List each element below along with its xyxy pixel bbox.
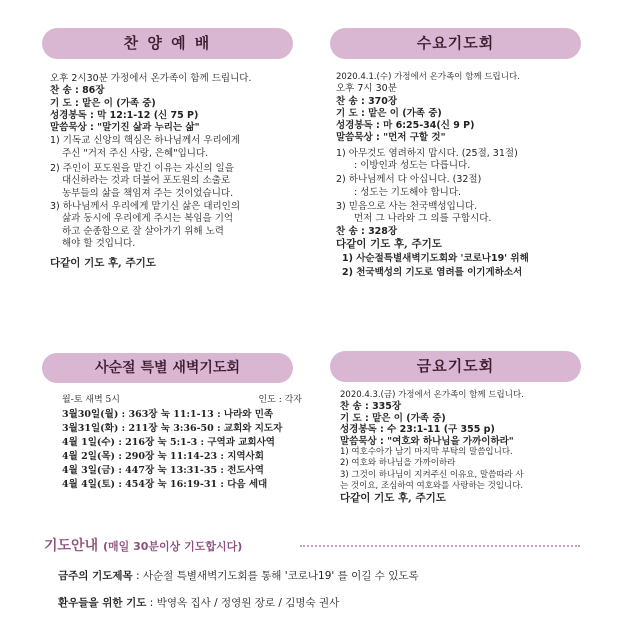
dawn-schedule: 월-토 새벽 5시 [62,395,120,405]
prayer-guide-heading: 기도안내 [44,538,99,554]
friday-date: 2020.4.3.(금) 가정에서 온가족이 함께 드립니다. [340,390,524,400]
friday-prayer-section [340,390,602,504]
sunday-worship-section [50,73,312,269]
wednesday-point-2 [336,174,596,199]
dawn-schedule-row: 3월31일(화) : 211장 눅 3:36-50 : 교회와 지도자 [62,423,283,435]
wednesday-point-2-line: : 성도는 기도해야 합니다. [354,186,462,198]
wednesday-point-1 [336,148,596,173]
friday-closing: 다같이 기도 후, 주기도 [340,491,446,504]
sunday-point-3-line: 해야 할 것입니다. [62,237,136,249]
friday-point-3: 3) 그것이 하나님이 지켜주신 이유요, 말씀따라 사 [340,469,524,480]
dawn-prayer-section [62,394,312,492]
prayer-guide-subtitle: (매일 30분이상 기도합시다) [102,540,243,553]
wednesday-point-3 [336,201,596,226]
friday-prayer-header: 금요기도회 [330,351,581,382]
sunday-point-1-line: 주신 "거저 주신 사랑, 은혜"입니다. [62,147,209,159]
wednesday-closing: 다같이 기도 후, 주기도 [336,237,442,250]
dawn-schedule-row: 3월30일(월) : 363장 눅 11:1-13 : 나라와 민족 [62,409,274,421]
friday-sermon: 말씀묵상 : "여호와 하나님을 가까이하라" [340,435,514,447]
sunday-hymn: 찬 송 : 86장 [50,85,105,97]
wednesday-prayer-item-1: 1) 사순절특별새벽기도회와 '코로나19' 위해 [342,253,529,265]
dawn-prayer-meta [62,394,312,406]
dawn-schedule-row: 4월 4일(토) : 454장 눅 16:19-31 : 다음 세대 [62,479,268,491]
patients-prayer-label: 환우들을 위한 기도 [58,597,147,609]
sunday-point-3-line: 3) 하나님께서 우리에게 맡기신 삶은 대리인의 [50,200,241,212]
sunday-prayer: 기 도 : 맡은 이 (가족 중) [50,97,156,109]
sunday-point-2 [50,163,312,200]
wednesday-prayer: 기 도 : 맡은 이 (가족 중) [336,107,442,119]
friday-point-1: 1) 여호수아가 남기 마지막 부탁의 말씀입니다. [340,447,513,458]
friday-scripture: 성경봉독 : 수 23:1-11 (구 355 p) [340,424,495,436]
dawn-leader: 인도 : 각자 [258,395,302,405]
sunday-point-2-line: 대신하라는 것과 더불어 포도원의 소출로 [62,175,231,187]
dawn-schedule-row: 4월 3일(금) : 447장 눅 13:31-35 : 전도사역 [62,465,264,477]
wednesday-scripture: 성경봉독 : 마 6:25-34(신 9 P) [336,120,475,132]
dawn-prayer-header: 사순절 특별 새벽기도회 [42,353,293,383]
prayer-topic-row [58,568,419,583]
wednesday-point-3-line: 먼저 그 나라와 그 의를 구합시다. [354,213,492,225]
sunday-worship-header: 찬 양 예 배 [42,28,293,59]
wednesday-time: 오후 7시 30분 [336,83,397,95]
sunday-point-2-line: 농부들의 삶을 책임져 주는 것이었습니다. [62,187,234,199]
prayer-guide-divider [300,545,580,547]
wednesday-prayer-item-2: 2) 천국백성의 기도로 염려를 이기게하소서 [342,267,523,279]
wednesday-sermon: 말씀묵상 : "먼저 구할 것" [336,132,446,144]
wednesday-prayer-header: 수요기도회 [330,28,581,59]
prayer-topic-label: 금주의 기도제목 [58,570,133,582]
patients-prayer-row [58,595,339,610]
friday-hymn: 찬 송 : 335장 [340,401,402,413]
wednesday-point-1-line: : 이방인과 성도는 다릅니다. [354,160,471,172]
friday-point-2: 2) 여호와 하나님을 가까이하라 [340,458,456,469]
wednesday-prayer-section [336,71,596,280]
friday-prayer: 기 도 : 맡은 이 (가족 중) [340,412,446,424]
prayer-topic-text: : 사순절 특별새벽기도회를 통해 '코로나19' 를 이길 수 있도록 [132,570,419,582]
sunday-point-2-line: 2) 주인이 포도원을 맡긴 이유는 자신의 일을 [50,163,234,175]
sunday-point-3-line: 삶과 동시에 우리에게 주시는 복임을 기억 [62,213,234,225]
wednesday-point-1-line: 1) 아무것도 염려하지 맙시다. (25절, 31절) [336,147,518,159]
friday-point-3-cont: 는 것이요, 조심하여 여호와를 사랑하는 것입니다. [340,481,524,492]
wednesday-hymn: 찬 송 : 370장 [336,95,398,107]
wednesday-date: 2020.4.1.(수) 가정에서 온가족이 함께 드립니다. [336,72,520,82]
wednesday-closing-hymn: 찬 송 : 328장 [336,225,398,237]
patients-prayer-text: : 박영옥 집사 / 정영원 장로 / 김명숙 권사 [146,597,340,609]
sunday-point-3-line: 하고 순종함으로 잘 살아가기 위해 노력 [62,225,224,237]
sunday-closing: 다같이 기도 후, 주기도 [50,257,156,270]
sunday-point-3 [50,201,312,250]
dawn-schedule-row: 4월 1일(수) : 216장 눅 5:1-3 : 구역과 교회사역 [62,437,275,449]
sunday-time: 오후 2시30분 가정에서 온가족이 함께 드립니다. [50,73,252,84]
wednesday-point-2-line: 2) 하나님께서 다 아십니다. (32절) [336,174,482,186]
sunday-point-1 [50,135,312,160]
dawn-schedule-row: 4월 2일(목) : 290장 눅 11:14-23 : 지역사회 [62,451,264,463]
sunday-sermon: 말씀묵상 : "말기진 삶과 누리는 삶" [50,122,200,134]
sunday-scripture: 성경봉독 : 막 12:1-12 (신 75 P) [50,109,199,121]
sunday-point-1-line: 1) 기독교 신앙의 핵심은 하나님께서 우리에게 [50,135,241,147]
prayer-guide-title [44,535,242,555]
wednesday-point-3-line: 3) 믿음으로 사는 천국백성입니다. [336,200,478,212]
